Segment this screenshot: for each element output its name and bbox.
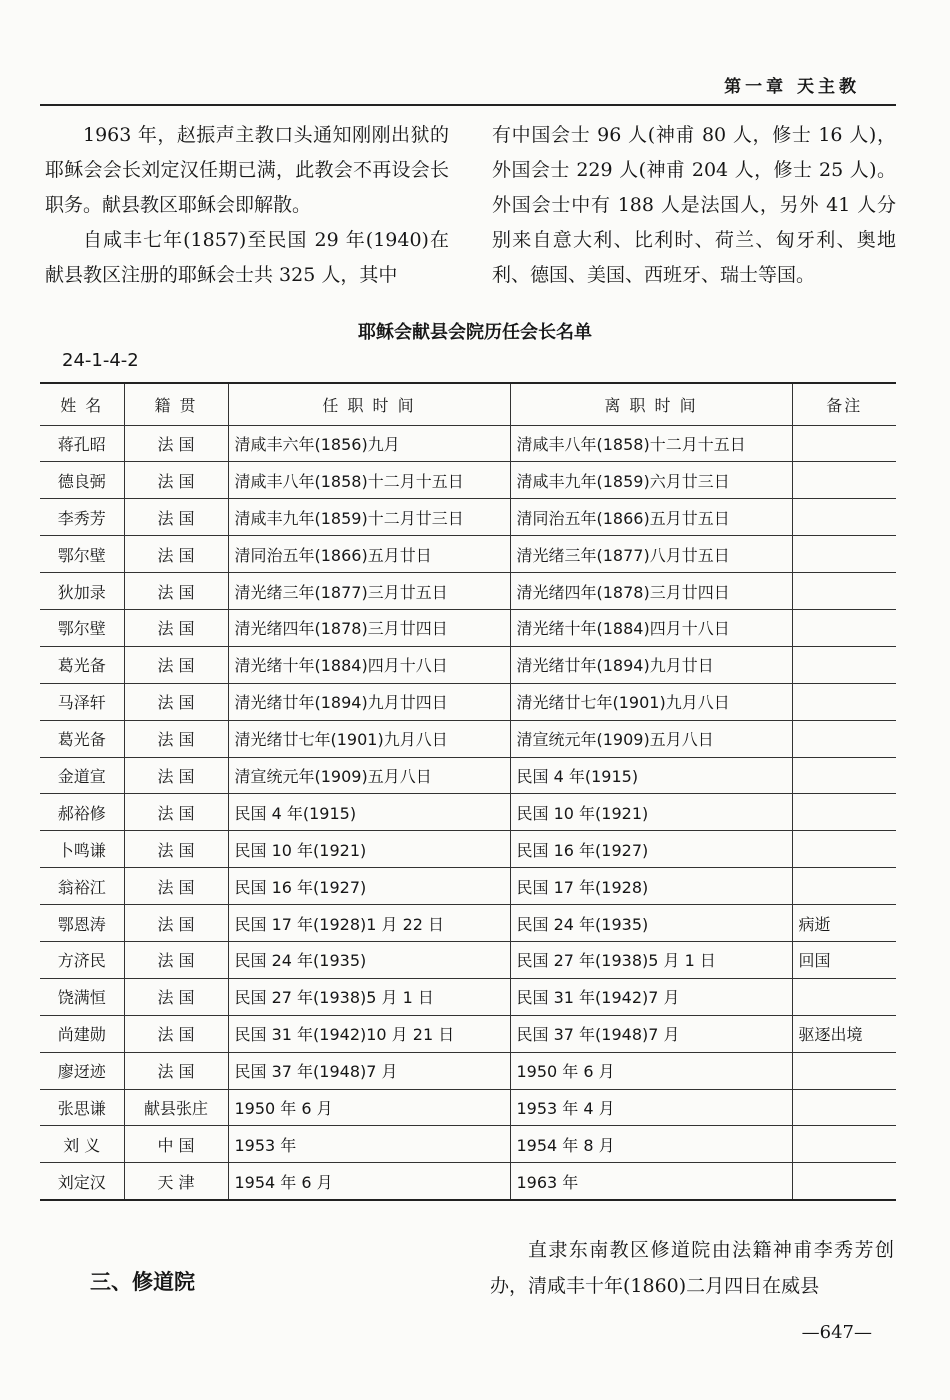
cell-origin: 法 国 [124,757,228,794]
table-row [40,1015,896,1052]
table-row [40,868,896,905]
cell-remarks [792,536,896,573]
cell-remarks [792,609,896,646]
cell-origin: 法 国 [124,978,228,1015]
table-header-row [40,383,896,425]
cell-remarks [792,978,896,1015]
cell-origin: 法 国 [124,1015,228,1052]
cell-end-date: 清光绪十年(1884)四月十八日 [510,609,792,646]
cell-origin: 法 国 [124,646,228,683]
cell-start-date: 1950 年 6 月 [228,1089,510,1126]
cell-start-date: 民国 16 年(1927) [228,868,510,905]
table-row [40,683,896,720]
table-row [40,646,896,683]
cell-remarks: 回国 [792,941,896,978]
cell-origin: 法 国 [124,794,228,831]
cell-start-date: 民国 4 年(1915) [228,794,510,831]
cell-origin: 法 国 [124,831,228,868]
table-row [40,831,896,868]
cell-origin: 法 国 [124,1052,228,1089]
table-row [40,1126,896,1163]
cell-start-date: 民国 31 年(1942)10 月 21 日 [228,1015,510,1052]
cell-remarks [792,646,896,683]
header-start-date: 任 职 时 间 [228,383,510,425]
cell-name: 李秀芳 [40,499,124,536]
cell-remarks: 驱逐出境 [792,1015,896,1052]
table-code: 24-1-4-2 [62,350,139,371]
cell-origin: 天 津 [124,1163,228,1200]
cell-end-date: 清宣统元年(1909)五月八日 [510,720,792,757]
cell-origin: 法 国 [124,573,228,610]
header-rule [40,104,896,106]
cell-end-date: 清光绪廿七年(1901)九月八日 [510,683,792,720]
cell-end-date: 清光绪廿年(1894)九月廿日 [510,646,792,683]
paragraph: 自咸丰七年(1857)至民国 29 年(1940)在献县教区注册的耶稣会士共 325 人，其中 [45,229,449,286]
table-row [40,720,896,757]
cell-origin: 中 国 [124,1126,228,1163]
header-origin: 籍 贯 [124,383,228,425]
cell-name: 鄂恩涛 [40,905,124,942]
cell-origin: 法 国 [124,905,228,942]
cell-origin: 法 国 [124,499,228,536]
cell-end-date: 清咸丰八年(1858)十二月十五日 [510,425,792,462]
cell-end-date: 清咸丰九年(1859)六月廿三日 [510,462,792,499]
cell-name: 廖迓迹 [40,1052,124,1089]
cell-start-date: 民国 10 年(1921) [228,831,510,868]
cell-name: 蒋孔昭 [40,425,124,462]
table-row [40,425,896,462]
cell-end-date: 民国 37 年(1948)7 月 [510,1015,792,1052]
cell-remarks [792,720,896,757]
cell-name: 德良弼 [40,462,124,499]
paragraph: 1963 年，赵振声主教口头通知刚刚出狱的耶稣会会长刘定汉任期已满，此教会不再设会长职务。献县教区耶稣会即解散。 [45,124,449,216]
cell-origin: 法 国 [124,683,228,720]
cell-end-date: 清光绪三年(1877)八月廿五日 [510,536,792,573]
table-row [40,573,896,610]
cell-origin: 法 国 [124,462,228,499]
cell-start-date: 清光绪四年(1878)三月廿四日 [228,609,510,646]
table-row [40,1089,896,1126]
cell-name: 郝裕修 [40,794,124,831]
cell-remarks: 病逝 [792,905,896,942]
cell-name: 马泽轩 [40,683,124,720]
table-title: 耶稣会献县会院历任会长名单 [358,322,592,343]
cell-remarks [792,425,896,462]
cell-origin: 法 国 [124,868,228,905]
cell-start-date: 清咸丰八年(1858)十二月十五日 [228,462,510,499]
cell-end-date: 1954 年 8 月 [510,1126,792,1163]
cell-name: 卜鸣谦 [40,831,124,868]
section-text-column [490,1232,894,1304]
cell-origin: 献县张庄 [124,1089,228,1126]
cell-start-date: 1954 年 6 月 [228,1163,510,1200]
cell-name: 葛光备 [40,646,124,683]
section-heading: 三、修道院 [90,1270,195,1294]
cell-remarks [792,868,896,905]
table-row [40,905,896,942]
cell-start-date: 民国 24 年(1935) [228,941,510,978]
cell-start-date: 清宣统元年(1909)五月八日 [228,757,510,794]
table-row [40,757,896,794]
cell-start-date: 清咸丰九年(1859)十二月廿三日 [228,499,510,536]
cell-origin: 法 国 [124,720,228,757]
right-column [492,118,896,293]
cell-remarks [792,1126,896,1163]
cell-end-date: 1963 年 [510,1163,792,1200]
cell-remarks [792,831,896,868]
cell-name: 金道宣 [40,757,124,794]
table-row [40,536,896,573]
cell-start-date: 清光绪十年(1884)四月十八日 [228,646,510,683]
cell-end-date: 清光绪四年(1878)三月廿四日 [510,573,792,610]
table-row [40,941,896,978]
cell-start-date: 民国 17 年(1928)1 月 22 日 [228,905,510,942]
header-remarks: 备注 [792,383,896,425]
cell-end-date: 民国 4 年(1915) [510,757,792,794]
cell-remarks [792,794,896,831]
cell-remarks [792,462,896,499]
cell-name: 方济民 [40,941,124,978]
president-roster-table [40,382,896,1201]
cell-name: 刘 义 [40,1126,124,1163]
table-row [40,1052,896,1089]
cell-name: 鄂尔壁 [40,609,124,646]
cell-start-date: 清光绪廿年(1894)九月廿四日 [228,683,510,720]
cell-start-date: 1953 年 [228,1126,510,1163]
cell-end-date: 民国 27 年(1938)5 月 1 日 [510,941,792,978]
cell-end-date: 民国 16 年(1927) [510,831,792,868]
header-end-date: 离 职 时 间 [510,383,792,425]
cell-end-date: 民国 10 年(1921) [510,794,792,831]
cell-remarks [792,1052,896,1089]
table-row [40,462,896,499]
cell-end-date: 民国 24 年(1935) [510,905,792,942]
page-number: —647— [801,1322,872,1343]
chapter-title: 第一章 天主教 [724,77,860,97]
table-row [40,499,896,536]
cell-end-date: 1953 年 4 月 [510,1089,792,1126]
cell-start-date: 民国 27 年(1938)5 月 1 日 [228,978,510,1015]
cell-name: 鄂尔壁 [40,536,124,573]
cell-remarks [792,683,896,720]
cell-end-date: 民国 17 年(1928) [510,868,792,905]
table-row [40,609,896,646]
cell-remarks [792,499,896,536]
cell-origin: 法 国 [124,609,228,646]
cell-name: 葛光备 [40,720,124,757]
cell-name: 翁裕江 [40,868,124,905]
table-row [40,1163,896,1200]
cell-start-date: 清咸丰六年(1856)九月 [228,425,510,462]
cell-start-date: 清光绪三年(1877)三月廿五日 [228,573,510,610]
cell-name: 张思谦 [40,1089,124,1126]
cell-remarks [792,1163,896,1200]
paragraph: 直隶东南教区修道院由法籍神甫李秀芳创办，清咸丰十年(1860)二月四日在威县 [490,1239,894,1297]
cell-end-date: 1950 年 6 月 [510,1052,792,1089]
table-row [40,978,896,1015]
cell-start-date: 清光绪廿七年(1901)九月八日 [228,720,510,757]
cell-origin: 法 国 [124,425,228,462]
cell-name: 刘定汉 [40,1163,124,1200]
left-column [45,118,449,293]
cell-name: 尚建勋 [40,1015,124,1052]
table-row [40,794,896,831]
cell-origin: 法 国 [124,941,228,978]
cell-remarks [792,573,896,610]
header-name: 姓 名 [40,383,124,425]
cell-start-date: 清同治五年(1866)五月廿日 [228,536,510,573]
cell-name: 狄加录 [40,573,124,610]
cell-end-date: 清同治五年(1866)五月廿五日 [510,499,792,536]
cell-remarks [792,1089,896,1126]
cell-remarks [792,757,896,794]
cell-start-date: 民国 37 年(1948)7 月 [228,1052,510,1089]
cell-end-date: 民国 31 年(1942)7 月 [510,978,792,1015]
cell-name: 饶满恒 [40,978,124,1015]
cell-origin: 法 国 [124,536,228,573]
paragraph: 有中国会士 96 人(神甫 80 人，修士 16 人)，外国会士 229 人(神甫 204 人，修士 25 人)。外国会士中有 188 人是法国人，另外 41 人分别来自意大利、比利时、荷兰、匈牙利、奥地利、德国、美国、西班牙、瑞士等国。 [492,124,896,286]
